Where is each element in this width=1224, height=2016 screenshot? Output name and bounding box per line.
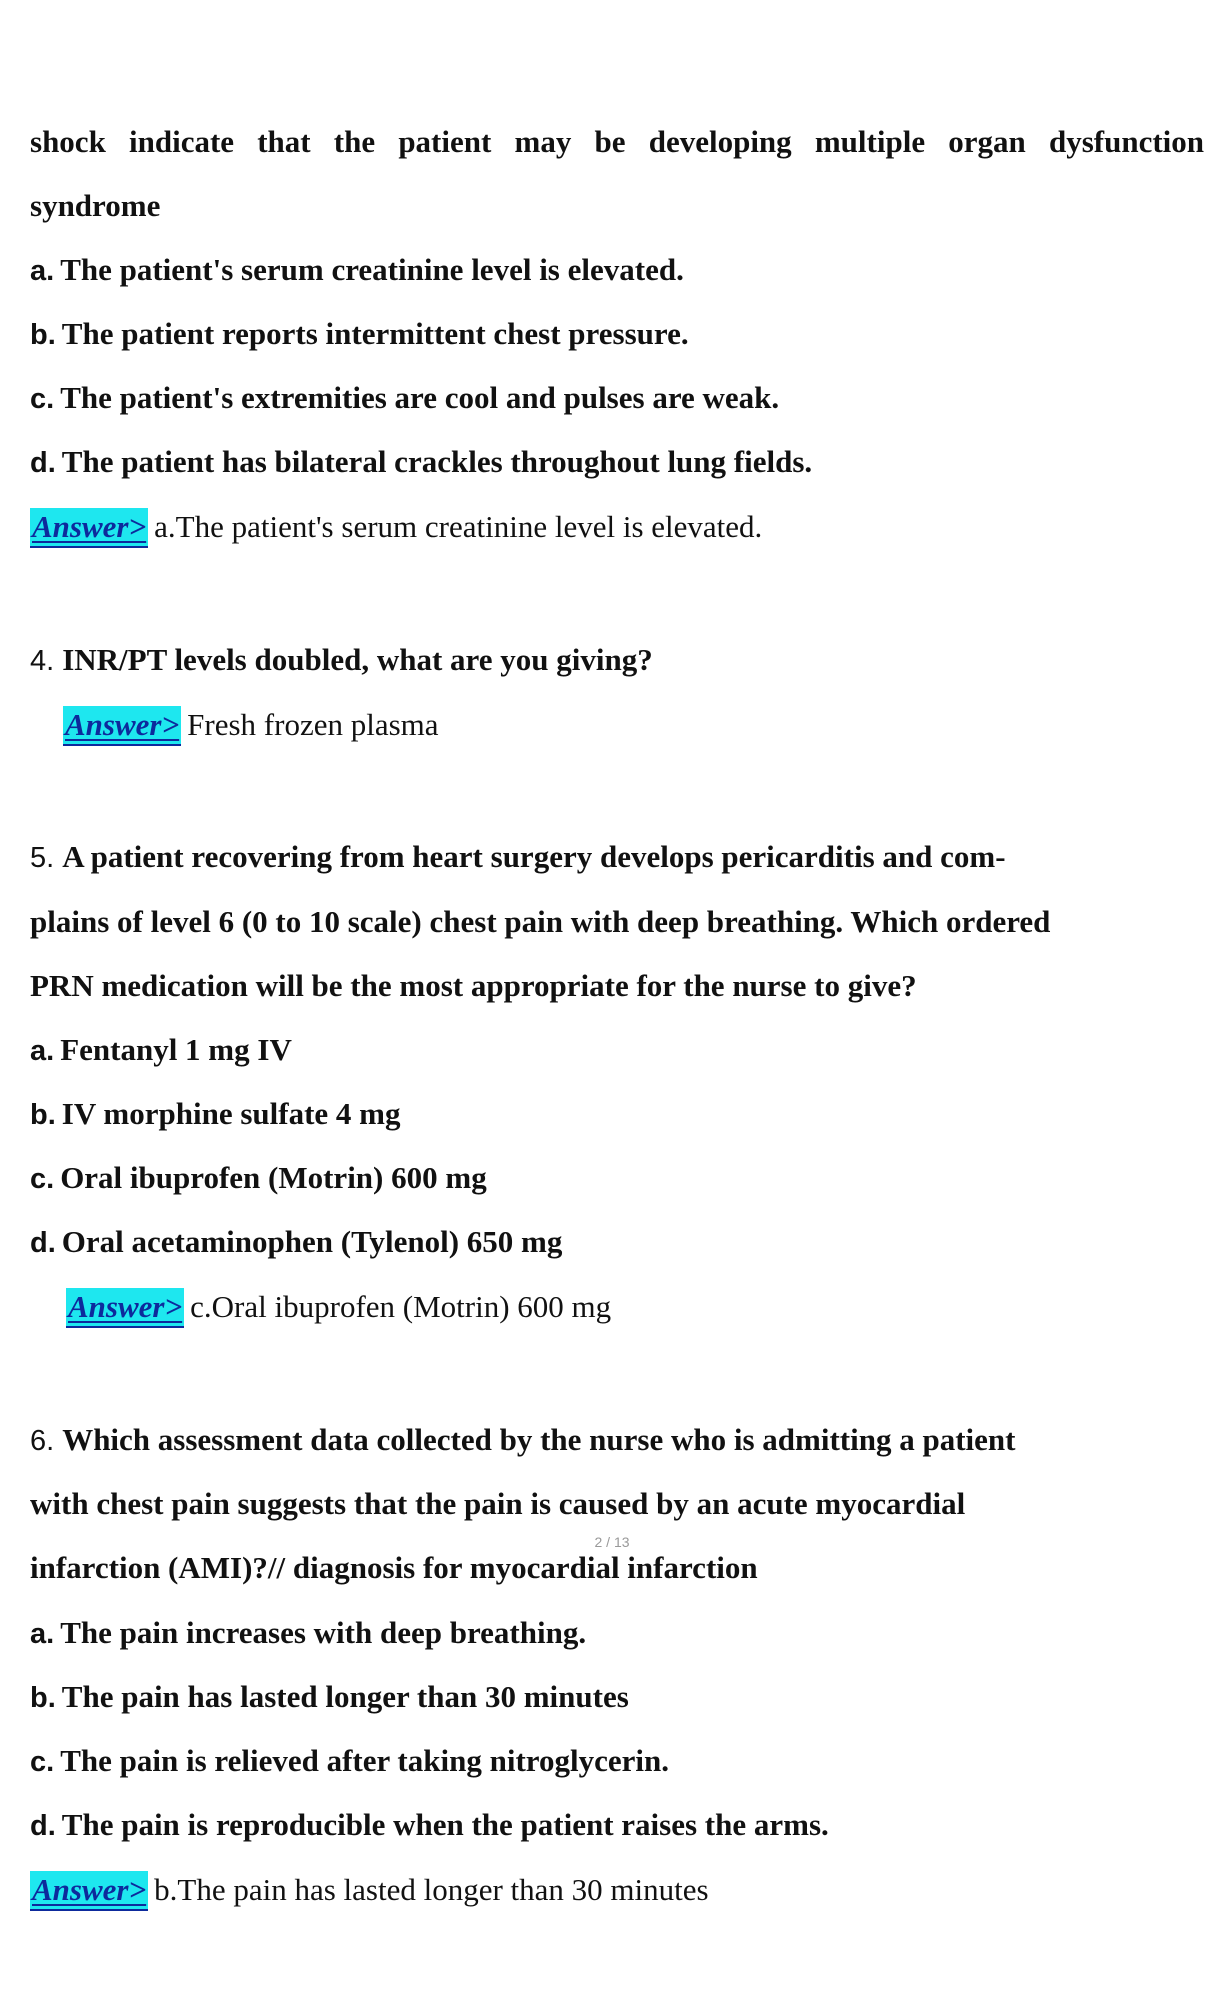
option-text: The patient reports intermittent chest pressure.: [61, 316, 689, 351]
q3-stem-line-1: shock indicate that the patient may be developing multiple organ dysfunction: [30, 124, 1204, 159]
option-text: The pain is relieved after taking nitroglycerin.: [60, 1743, 669, 1778]
answer-label: Answer>: [30, 508, 148, 548]
answer-text: Fresh frozen plasma: [187, 707, 439, 742]
option-text: The patient has bilateral crackles throughout lung fields.: [61, 444, 813, 479]
answer-text: The patient's serum creatinine level is elevated.: [175, 509, 763, 544]
q3-answer: [30, 507, 1204, 548]
option-letter: b.: [30, 319, 56, 351]
option-text: The pain has lasted longer than 30 minutes: [61, 1679, 629, 1714]
option-text: Fentanyl 1 mg IV: [60, 1032, 292, 1067]
q5-stem-line-2: plains of level 6 (0 to 10 scale) chest pain with deep breathing. Which ordered: [30, 904, 1051, 939]
q6-option-d: [30, 1805, 1204, 1846]
q3-option-c: [30, 378, 1204, 419]
question-text: Which assessment data collected by the nurse who is admitting a patient: [62, 1422, 1016, 1457]
q3-option-d: [30, 442, 1204, 483]
option-letter: b.: [30, 1682, 56, 1714]
q6-stem-line-1: [30, 1420, 1204, 1461]
option-letter: d.: [30, 447, 56, 479]
option-text: The patient's serum creatinine level is elevated.: [60, 252, 684, 287]
q6-option-a: [30, 1613, 1204, 1654]
option-text: The pain increases with deep breathing.: [60, 1615, 587, 1650]
question-number: 6.: [30, 1425, 55, 1457]
q5-option-b: [30, 1094, 1204, 1135]
option-letter: a.: [30, 255, 55, 287]
option-text: IV morphine sulfate 4 mg: [61, 1096, 401, 1131]
answer-text: Oral ibuprofen (Motrin) 600 mg: [211, 1289, 612, 1324]
page-indicator: 2 / 13: [594, 1534, 630, 1550]
option-letter: a.: [30, 1035, 55, 1067]
option-letter: b.: [30, 1099, 56, 1131]
question-number: 5.: [30, 842, 55, 874]
option-letter: d.: [30, 1227, 56, 1259]
q5-option-a: [30, 1030, 1204, 1071]
answer-label: Answer>: [63, 706, 181, 746]
q5-option-d: [30, 1222, 1204, 1263]
option-text: Oral acetaminophen (Tylenol) 650 mg: [61, 1224, 563, 1259]
q6-option-b: [30, 1677, 1204, 1718]
q4-answer: [63, 705, 1204, 746]
answer-letter: b.: [154, 1872, 178, 1907]
option-letter: c.: [30, 383, 55, 415]
option-letter: c.: [30, 1746, 55, 1778]
q6-answer: [30, 1870, 1204, 1911]
q6-stem-line-3: infarction (AMI)?// diagnosis for myocardial infarction: [30, 1550, 758, 1585]
question-text: A patient recovering from heart surgery develops pericarditis and com-: [62, 839, 1006, 874]
answer-letter: c.: [190, 1289, 212, 1324]
q3-stem-line-2: syndrome: [30, 188, 161, 223]
option-text: Oral ibuprofen (Motrin) 600 mg: [60, 1160, 487, 1195]
answer-letter: a.: [154, 509, 176, 544]
q5-answer: [66, 1287, 1204, 1328]
question-text: INR/PT levels doubled, what are you giving?: [62, 642, 653, 677]
q6-stem-line-2: with chest pain suggests that the pain is caused by an acute myocardial: [30, 1486, 966, 1521]
option-letter: c.: [30, 1163, 55, 1195]
option-letter: d.: [30, 1810, 56, 1842]
option-text: The patient's extremities are cool and pulses are weak.: [60, 380, 780, 415]
answer-label: Answer>: [30, 1871, 148, 1911]
q3-option-a: [30, 250, 1204, 291]
answer-text: The pain has lasted longer than 30 minutes: [177, 1872, 709, 1907]
q5-stem-line-1: [30, 837, 1204, 878]
q5-option-c: [30, 1158, 1204, 1199]
q3-option-b: [30, 314, 1204, 355]
q6-option-c: [30, 1741, 1204, 1782]
option-letter: a.: [30, 1618, 55, 1650]
answer-label: Answer>: [66, 1288, 184, 1328]
q4-stem: [30, 640, 1204, 681]
q5-stem-line-3: PRN medication will be the most appropriate for the nurse to give?: [30, 968, 917, 1003]
option-text: The pain is reproducible when the patient raises the arms.: [61, 1807, 829, 1842]
question-number: 4.: [30, 645, 55, 677]
